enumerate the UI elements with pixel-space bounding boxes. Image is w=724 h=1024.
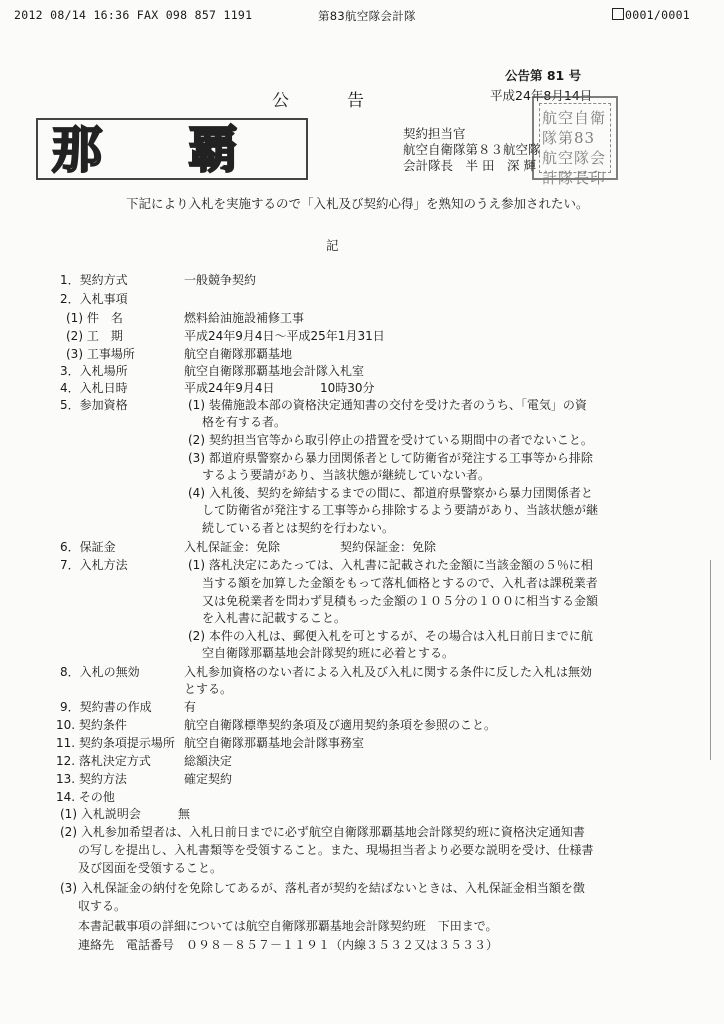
item-7-2: (2) 本件の入札は、郵便入札を可とするが、その場合は入札日前日までに航 bbox=[188, 629, 593, 643]
item-14-2b: の写しを提出し、入札書類等を受領すること。また、現場担当者より必要な説明を受け、仕様書 bbox=[78, 843, 594, 857]
item-5-4c: 続している者とは契約を行わない。 bbox=[202, 521, 395, 535]
contractor-name: 会計隊長 半 田 深 輝 bbox=[403, 158, 536, 173]
item-5-2: (2) 契約担当官等から取引停止の措置を受けている期間中の者でないこと。 bbox=[188, 433, 593, 447]
item-10-value: 航空自衛隊標準契約条項及び適用契約条項を参照のこと。 bbox=[184, 718, 497, 732]
notice-title: 公告 bbox=[272, 91, 422, 111]
item-7-1d: を入札書に記載すること。 bbox=[202, 611, 347, 625]
item-4-label: 4．入札日時 bbox=[60, 381, 128, 395]
item-8-value: 入札参加資格のない者による入札及び入札に関する条件に反した入札は無効 bbox=[184, 665, 593, 679]
item-5-1: (1) 装備施設本部の資格決定通知書の交付を受けた者のうち、「電気」の資 bbox=[188, 398, 587, 412]
item-13-value: 確定契約 bbox=[184, 772, 233, 786]
item-3-value: 航空自衛隊那覇基地会計隊入札室 bbox=[184, 364, 365, 378]
contractor-unit: 航空自衛隊第８３航空隊 bbox=[403, 142, 541, 157]
item-14-3b: 収する。 bbox=[78, 899, 127, 913]
notice-date: 平成24年8月14日 bbox=[490, 88, 593, 103]
contractor-title: 契約担当官 bbox=[403, 126, 466, 141]
item-2-3-value: 航空自衛隊那覇基地 bbox=[184, 347, 293, 361]
item-8-value-b: とする。 bbox=[184, 682, 233, 696]
item-2-2-label: (2) 工 期 bbox=[66, 329, 123, 343]
item-6-value-2: 契約保証金：免除 bbox=[340, 540, 437, 554]
item-3-label: 3．入札場所 bbox=[60, 364, 128, 378]
item-14-1-label: (1) 入札説明会 bbox=[60, 807, 141, 821]
fax-date-line: 2012 08/14 16:36 FAX 098 857 1191 bbox=[14, 8, 253, 22]
detail-text: 本書記載事項の詳細については航空自衛隊那覇基地会計隊契約班 下田まで。 bbox=[78, 919, 498, 933]
page-edge-line bbox=[710, 560, 711, 760]
fax-sender: 第83航空隊会計隊 bbox=[318, 9, 416, 23]
item-2-2-value: 平成24年9月4日～平成25年1月31日 bbox=[184, 329, 385, 343]
item-14-2: (2) 入札参加希望者は、入札日前日までに必ず航空自衛隊那覇基地会計隊契約班に資格決定通知書 bbox=[60, 825, 585, 839]
item-6-label: 6．保証金 bbox=[60, 540, 116, 554]
item-9-value: 有 bbox=[184, 700, 197, 714]
fax-page-number: 0001/0001 bbox=[625, 8, 691, 22]
intro-text: 下記により入札を実施するので「入札及び契約心得」を熟知のうえ参加されたい。 bbox=[126, 196, 589, 211]
item-13-label: 13. 契約方法 bbox=[56, 772, 127, 786]
item-14-label: 14. その他 bbox=[56, 790, 115, 804]
item-2-label: 2．入札事項 bbox=[60, 292, 128, 306]
item-14-2c: 及び図面を受領すること。 bbox=[78, 861, 223, 875]
item-5-3: (3) 都道府県警察から暴力団関係者として防衛省が発注する工事等から排除 bbox=[188, 451, 593, 465]
naha-stamp: 那 覇 bbox=[36, 118, 308, 180]
item-5-3b: するよう要請があり、当該状態が継続していない者。 bbox=[202, 468, 491, 482]
item-10-label: 10. 契約条件 bbox=[56, 718, 127, 732]
item-6-value-1: 入札保証金：免除 bbox=[184, 540, 281, 554]
item-7-1b: 当する額を加算した金額をもって落札価格とするので、入札者は課税業者 bbox=[202, 576, 598, 590]
notice-number: 公告第 81 号 bbox=[505, 68, 582, 83]
item-7-label: 7．入札方法 bbox=[60, 558, 128, 572]
item-1-label: 1．契約方式 bbox=[60, 273, 128, 287]
item-8-label: 8．入札の無効 bbox=[60, 665, 140, 679]
item-5-4: (4) 入札後、契約を締結するまでの間に、都道府県警察から暴力団関係者と bbox=[188, 486, 593, 500]
item-1-value: 一般競争契約 bbox=[184, 273, 257, 287]
fax-page-box bbox=[612, 8, 690, 22]
item-11-value: 航空自衛隊那覇基地会計隊事務室 bbox=[184, 736, 365, 750]
item-2-3-label: (3) 工事場所 bbox=[66, 347, 135, 361]
item-9-label: 9．契約書の作成 bbox=[60, 700, 152, 714]
item-12-label: 12. 落札決定方式 bbox=[56, 754, 151, 768]
item-7-2b: 空自衛隊那覇基地会計隊契約班に必着とする。 bbox=[202, 646, 455, 660]
official-seal: 航空自衛隊第83航空隊会計隊長印 bbox=[532, 96, 618, 180]
item-5-4b: して防衛省が発注する工事等から排除するよう要請があり、当該状態が継 bbox=[202, 503, 599, 517]
fax-page-icon bbox=[612, 8, 624, 20]
item-5-1b: 格を有する者。 bbox=[202, 415, 287, 429]
item-5-label: 5．参加資格 bbox=[60, 398, 128, 412]
item-7-1: (1) 落札決定にあたっては、入札書に記載された金額に当該金額の５％に相 bbox=[188, 558, 593, 572]
ki-heading: 記 bbox=[326, 238, 339, 253]
item-2-1-value: 燃料給油施設補修工事 bbox=[184, 311, 305, 325]
item-2-1-label: (1) 件 名 bbox=[66, 311, 123, 325]
item-12-value: 総額決定 bbox=[184, 754, 233, 768]
contact-text: 連絡先 電話番号 ０９８－８５７－１１９１（内線３５３２又は３５３３） bbox=[78, 938, 499, 952]
item-4-value: 平成24年9月4日 bbox=[184, 381, 275, 395]
item-7-1c: 又は免税業者を問わず見積もった金額の１０５分の１００に相当する金額 bbox=[202, 594, 599, 608]
item-4-time: 10時30分 bbox=[320, 381, 375, 395]
item-14-3: (3) 入札保証金の納付を免除してあるが、落札者が契約を結ばないときは、入札保証金相当額を徴 bbox=[60, 881, 585, 895]
item-11-label: 11. 契約条項提示場所 bbox=[56, 736, 175, 750]
item-14-1-value: 無 bbox=[178, 807, 191, 821]
